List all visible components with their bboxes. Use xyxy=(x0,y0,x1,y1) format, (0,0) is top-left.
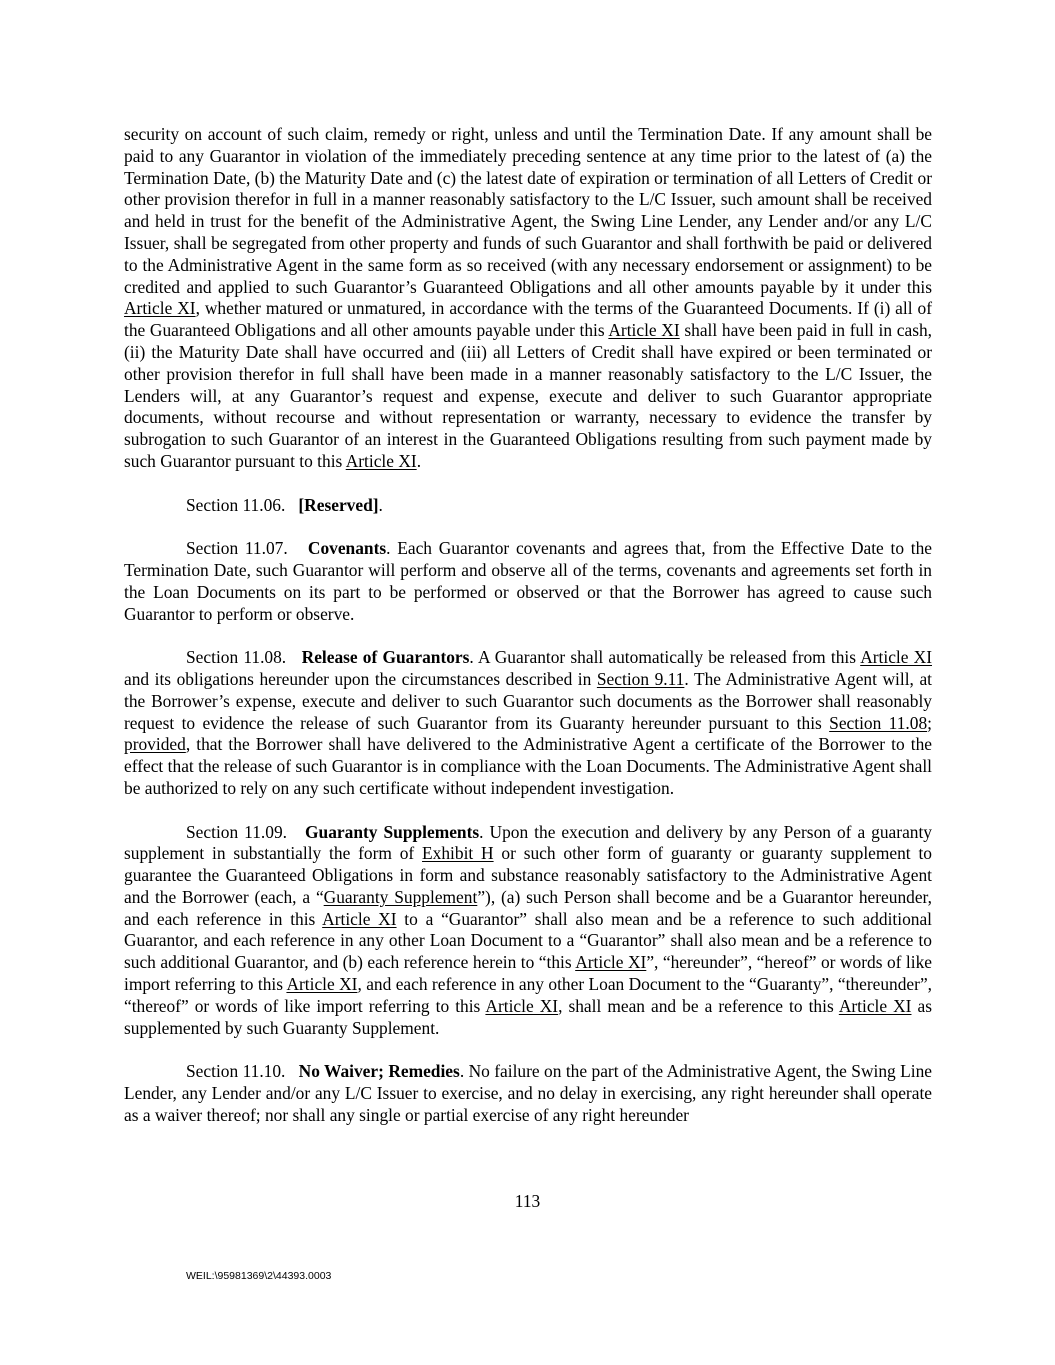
paragraph-continuation xyxy=(124,124,932,473)
text: . The Administrative Agent will, at the Borrower’s expense, execute and deliver to such Guarantor such documents as the Borrower shall reasonably request to evidence the release of such Guarantor from its Guaranty hereunder pursuant to this xyxy=(124,668,932,733)
section-title: Covenants xyxy=(307,538,387,559)
section-11-09 xyxy=(124,822,932,1040)
text: security on account of such claim, remedy or right, unless and until the Termination Date. If any amount shall be paid to any Guarantor in violation of the immediately preceding sentence at any time prior to the latest of (a) the Termination Date, (b) the Maturity Date and (c) the latest date of expiration or termination of all Letters of Credit or other provision therefor in full in a manner reasonably satisfactory to the L/C Issuer, such amount shall be received and held in trust for the benefit of the Administrative Agent, the Swing Line Lender, any Lender and/or any L/C Issuer, shall be segregated from other property and funds of such Guarantor and shall forthwith be paid or delivered to the Administrative Agent in the same form as so received (with any necessary endorsement or assignment) to be credited and applied to such Guarantor’s Guaranteed Obligations and all other amounts payable by it under this xyxy=(124,124,932,297)
article-xi-reference: Article XI xyxy=(608,320,680,341)
section-body: . No failure on the part of the Administrative Agent, the Swing Line Lender, any Lender and/or any L/C Issuer to exercise, and no delay in exercising, any right hereunder shall operate as a waiver thereof; nor shall any single or partial exercise of any right hereunder xyxy=(124,1061,933,1125)
section-reference: Section 9.11 xyxy=(596,668,685,689)
exhibit-reference: Exhibit H xyxy=(422,843,494,864)
text: , whether matured or unmatured, in accordance with the terms of the Guaranteed Documents. If (i) all of the Guaranteed Obligations and all other amounts payable under this xyxy=(124,298,932,341)
section-number: Section 11.10. xyxy=(186,1061,286,1082)
provided-term: provided xyxy=(124,734,186,755)
article-xi-reference: Article XI xyxy=(860,647,932,668)
section-number: Section 11.09. xyxy=(186,821,287,842)
text: as supplemented by such Guaranty Supplement. xyxy=(124,995,933,1038)
text: . xyxy=(378,494,383,515)
article-xi-reference: Article XI xyxy=(345,450,417,471)
article-xi-reference: Article XI xyxy=(286,974,358,995)
section-number: Section 11.06. xyxy=(186,494,286,515)
page-number: 113 xyxy=(514,1191,541,1211)
section-number: Section 11.08. xyxy=(186,647,287,668)
section-body: . Each Guarantor covenants and agrees that, from the Effective Date to the Termination Date, such Guarantor will perform and observe all of the terms, covenants and agreements set forth in the Loan Documents on its part to be performed or observed or that the Borrower has agreed to cause such Guarantor to perform or observe. xyxy=(124,538,932,624)
defined-term: Guaranty Supplement xyxy=(323,886,478,907)
text: . A Guarantor shall automatically be released from this xyxy=(469,647,861,668)
article-xi-reference: Article XI xyxy=(485,995,559,1016)
section-reference: Section 11.08 xyxy=(829,712,928,733)
text: ”), (a) such Person shall become and be a Guarantor hereunder, and each reference in this xyxy=(124,886,932,929)
section-title: Release of Guarantors xyxy=(301,647,470,668)
section-11-10 xyxy=(124,1061,932,1126)
text: , that the Borrower shall have delivered to the Administrative Agent a certificate of the Borrower to the effect that the release of such Guarantor is in compliance with the Loan Documents. The Administrative Agent shall be authorized to rely on any such certificate without independent investigation. xyxy=(124,734,932,798)
text: ; xyxy=(927,712,932,733)
text: . xyxy=(416,450,422,471)
section-title: [Reserved] xyxy=(298,494,379,515)
section-11-08 xyxy=(124,647,932,800)
section-11-07 xyxy=(124,538,932,625)
text: shall have been paid in full in cash, (ii) the Maturity Date shall have occurred and (iii) all Letters of Credit shall have expired or been terminated or other provision therefor in full shall have been made in a manner reasonably satisfactory to the L/C Issuer, the Lenders will, at any Guarantor’s request and expense, execute and deliver to such Guarantor appropriate documents, without recourse and without representation or warranty, necessary to evidence the transfer by subrogation to such Guarantor of an interest in the Guaranteed Obligations resulting from such payment made by such Guarantor pursuant to this xyxy=(124,320,933,471)
document-page xyxy=(124,124,932,1127)
section-11-06 xyxy=(124,495,932,517)
article-xi-reference: Article XI xyxy=(124,298,196,319)
section-number: Section 11.07. xyxy=(186,538,288,559)
article-xi-reference: Article XI xyxy=(575,952,647,973)
text: ”, “hereunder”, “hereof” or words of like import referring to this xyxy=(124,952,932,995)
text: or such other form of guaranty or guaranty supplement to guarantee the Guaranteed Obligations in form and substance reasonably satisfactory to the Administrative Agent and the Borrower (each, a “ xyxy=(124,843,932,907)
text: , and each reference in any other Loan Document to the “Guaranty”, “thereunder”, “thereof” or words of like import referring to this xyxy=(124,974,933,1016)
section-title: Guaranty Supplements xyxy=(305,821,480,842)
text: to a “Guarantor” shall also mean and be a reference to such additional Guarantor, and each reference in any other Loan Document to a “Guarantor” shall also mean and be a reference to such additional Guarantor, and (b) each reference herein to “this xyxy=(124,908,933,973)
text: and its obligations hereunder upon the circumstances described in xyxy=(124,668,597,689)
article-xi-reference: Article XI xyxy=(322,908,397,929)
section-title: No Waiver; Remedies xyxy=(298,1061,460,1082)
text: , shall mean and be a reference to this xyxy=(558,995,839,1016)
text: . Upon the execution and delivery by any Person of a guaranty supplement in substantially the form of xyxy=(124,821,933,864)
article-xi-reference: Article XI xyxy=(838,995,912,1016)
document-footer-id: WEIL:\95981369\2\44393.0003 xyxy=(186,1270,332,1282)
